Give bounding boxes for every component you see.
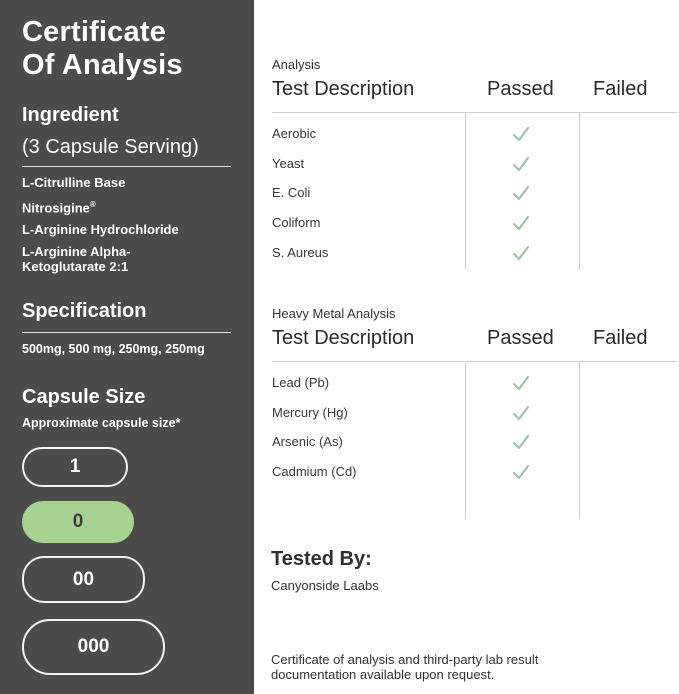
specification-divider: [22, 332, 231, 333]
column-divider: [465, 113, 466, 270]
ingredient-list: [22, 175, 237, 281]
tested-by-heading: Tested By:: [271, 548, 372, 570]
analysis-header-divider: [272, 112, 678, 113]
column-divider: [465, 362, 466, 519]
passed-check-icon: [511, 154, 531, 174]
right-panel: [254, 0, 679, 694]
test-row-name: S. Aureus: [272, 244, 329, 260]
ingredient-item: L-Arginine Alpha- Ketoglutarate 2:1: [22, 244, 131, 275]
test-row-name: Aerobic: [272, 126, 317, 141]
capsule-size-1: 1: [22, 447, 128, 487]
left-panel: [0, 0, 254, 694]
heavy-metal-label: Heavy Metal Analysis: [272, 306, 396, 321]
test-row-name: Arsenic (As): [272, 434, 343, 450]
column-divider: [579, 113, 580, 270]
passed-check-icon: [511, 403, 531, 423]
passed-check-icon: [511, 432, 531, 452]
heavy-metal-header-divider: [272, 361, 678, 362]
test-row-name: E. Coli: [272, 185, 311, 201]
column-divider: [579, 362, 580, 519]
specification-value: 500mg, 500 mg, 250mg, 250mg: [22, 342, 205, 356]
column-test-description: Test Description: [272, 327, 415, 349]
capsule-size-0-selected: 0: [22, 501, 134, 543]
passed-check-icon: [511, 124, 531, 144]
column-test-description: Test Description: [272, 78, 415, 100]
ingredient-divider: [22, 166, 231, 167]
ingredient-subheading: (3 Capsule Serving): [22, 136, 199, 158]
column-passed: Passed: [487, 327, 554, 349]
test-row-name: Cadmium (Cd): [272, 464, 357, 480]
capsule-size-00: 00: [22, 556, 145, 603]
footer-note: Certificate of analysis and third-party lab result documentation available upon request.: [271, 652, 539, 682]
capsule-size-heading: Capsule Size: [22, 386, 146, 408]
ingredient-item: L-Citrulline Base: [22, 175, 126, 190]
page-title: [22, 16, 183, 82]
capsule-size-000: 000: [22, 619, 165, 675]
column-failed: Failed: [593, 327, 648, 349]
analysis-label: Analysis: [272, 57, 321, 72]
passed-check-icon: [511, 373, 531, 393]
specification-heading: Specification: [22, 300, 147, 322]
ingredient-item: L-Arginine Hydrochloride: [22, 222, 179, 238]
test-row-name: Coliform: [272, 215, 321, 231]
passed-check-icon: [511, 462, 531, 482]
ingredient-heading: Ingredient: [22, 104, 119, 126]
title-line-2: Of Analysis: [22, 49, 183, 81]
passed-check-icon: [511, 213, 531, 233]
test-row-name: Lead (Pb): [272, 375, 330, 390]
title-line-1: Certificate: [22, 16, 167, 48]
tested-by-value: Canyonside Laabs: [271, 578, 379, 593]
test-row-name: Mercury (Hg): [272, 404, 348, 420]
capsule-size-subheading: Approximate capsule size*: [22, 416, 181, 430]
passed-check-icon: [511, 183, 531, 203]
column-passed: Passed: [487, 78, 554, 100]
ingredient-item: Nitrosigine®: [22, 200, 96, 216]
passed-check-icon: [511, 243, 531, 263]
test-row-name: Yeast: [272, 155, 305, 171]
column-failed: Failed: [593, 78, 648, 100]
